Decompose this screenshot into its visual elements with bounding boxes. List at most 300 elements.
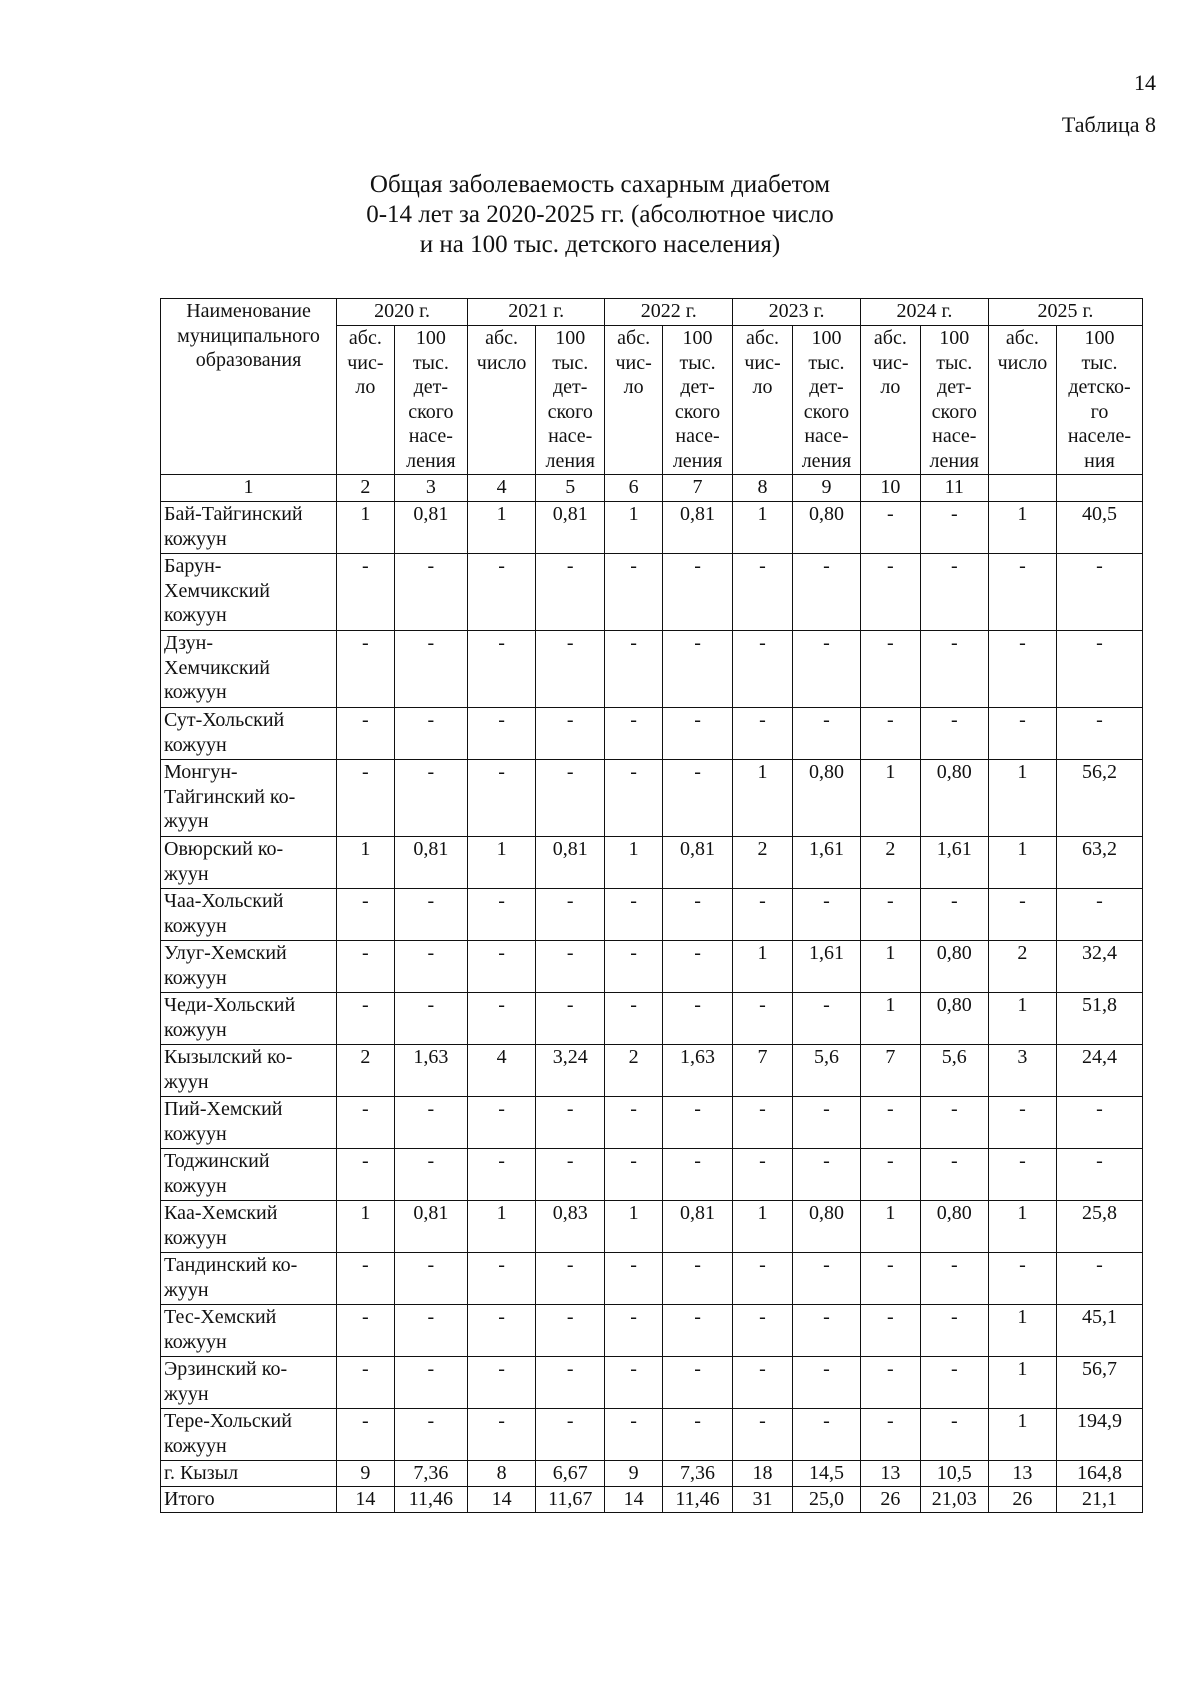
cell-line: - [823, 709, 830, 731]
value-cell [468, 993, 536, 1045]
cell-line: чис- [744, 351, 781, 374]
value-cell [733, 1253, 793, 1305]
cell-line: 56,7 [1081, 1358, 1117, 1380]
cell-line: - [362, 555, 369, 577]
cell-line: 1 [1017, 1410, 1028, 1432]
cell-line: - [630, 994, 637, 1016]
value-cell [733, 502, 793, 554]
cell-line: 0,81 [680, 503, 716, 525]
cell-line: 1 [628, 503, 639, 525]
cell-line: - [498, 1254, 505, 1276]
header-year-cell [988, 299, 1142, 326]
value-cell [394, 760, 467, 837]
cell-line: - [823, 1150, 830, 1172]
value-cell [337, 708, 395, 760]
value-cell [605, 1305, 663, 1357]
cell-line: 6,67 [552, 1462, 588, 1484]
value-cell [468, 1357, 536, 1409]
value-cell [394, 889, 467, 941]
cell-line: - [759, 890, 766, 912]
value-cell [605, 1487, 663, 1513]
cell-line: населе- [1067, 425, 1132, 447]
table-row [161, 1149, 1143, 1201]
table-label: Таблица 8 [1061, 112, 1156, 137]
value-cell [988, 1305, 1056, 1357]
header-year-cell [861, 299, 989, 326]
municipality-name-cell [161, 1149, 337, 1201]
cell-line: - [362, 1098, 369, 1120]
table-row [161, 760, 1143, 837]
cell-line: ского [674, 400, 721, 423]
value-cell [861, 1357, 921, 1409]
cell-line: 21,1 [1081, 1488, 1117, 1510]
cell-line: 45,1 [1081, 1306, 1117, 1328]
value-cell [394, 708, 467, 760]
value-cell [605, 1253, 663, 1305]
cell-line: - [362, 1150, 369, 1172]
value-cell [861, 631, 921, 708]
value-cell [988, 993, 1056, 1045]
municipality-name-cell [161, 502, 337, 554]
cell-line: Тандинский ко- [164, 1254, 298, 1276]
table-row [161, 554, 1143, 631]
cell-line: 0,81 [413, 1202, 449, 1224]
cell-line: детско- [1068, 376, 1131, 398]
cell-line: - [694, 994, 701, 1016]
cell-line: кожуун [164, 1226, 227, 1249]
value-cell [920, 1357, 988, 1409]
cell-line: - [823, 890, 830, 912]
value-cell [468, 1253, 536, 1305]
value-cell [605, 1409, 663, 1461]
cell-line: 40,5 [1081, 503, 1117, 525]
cell-line: 31 [752, 1488, 773, 1510]
cell-line: 14 [623, 1488, 644, 1510]
value-cell [536, 1149, 605, 1201]
cell-line: 1 [496, 1202, 507, 1224]
cell-line: 1 [757, 942, 768, 964]
cell-line: - [694, 761, 701, 783]
cell-line: 13 [880, 1462, 901, 1484]
title-line: 0-14 лет за 2020-2025 гг. (абсолютное число [366, 201, 834, 228]
value-cell [988, 1097, 1056, 1149]
cell-line: 1 [885, 1202, 896, 1224]
value-cell [861, 1487, 921, 1513]
column-number-cell [536, 475, 605, 502]
cell-line: - [498, 942, 505, 964]
cell-line: - [427, 1306, 435, 1328]
cell-line: 25,8 [1081, 1202, 1117, 1224]
cell-line: - [950, 1254, 958, 1276]
cell-line: - [498, 1098, 505, 1120]
table-row [161, 993, 1143, 1045]
cell-line: - [498, 632, 505, 654]
cell-line: кожуун [164, 914, 227, 937]
cell-line: - [887, 555, 894, 577]
value-cell [733, 554, 793, 631]
cell-line: 1 [628, 838, 639, 860]
cell-line: жуун [164, 1070, 209, 1093]
cell-line: - [694, 1098, 701, 1120]
value-cell [468, 941, 536, 993]
cell-line: - [1096, 709, 1103, 731]
value-cell [861, 889, 921, 941]
value-cell [733, 1201, 793, 1253]
header-sub-cell [988, 326, 1056, 475]
cell-line: - [823, 1306, 830, 1328]
cell-line: - [1096, 632, 1103, 654]
header-sub-cell [337, 326, 395, 475]
value-cell [468, 837, 536, 889]
cell-line: ления [545, 449, 595, 472]
page-number: 14 [1134, 70, 1156, 95]
cell-line: - [887, 1098, 894, 1120]
header-year-cell [733, 299, 861, 326]
value-cell [920, 1305, 988, 1357]
cell-line: 1 [885, 761, 896, 783]
cell-line: Чеди-Хольский [164, 994, 296, 1016]
value-cell [536, 993, 605, 1045]
cell-line: - [887, 890, 894, 912]
value-cell [468, 760, 536, 837]
cell-line: 100 [1084, 327, 1115, 349]
cell-line: - [1096, 555, 1103, 577]
value-cell [1056, 1487, 1142, 1513]
cell-line: Бай-Тайгинский [164, 503, 303, 525]
cell-line: ло [880, 376, 901, 398]
cell-line: 11,46 [408, 1488, 453, 1510]
cell-line: - [950, 1098, 958, 1120]
cell-line: 0,80 [936, 1202, 972, 1224]
column-number-cell [861, 475, 921, 502]
cell-line: 2 [360, 476, 371, 498]
value-cell [1056, 993, 1142, 1045]
value-cell [605, 760, 663, 837]
value-cell [468, 1097, 536, 1149]
cell-line: Кызылский ко- [164, 1046, 293, 1068]
value-cell [733, 760, 793, 837]
cell-line: Сут-Хольский [164, 709, 285, 731]
cell-line: - [566, 1150, 574, 1172]
cell-line: - [950, 1358, 958, 1380]
cell-line: кожуун [164, 1174, 227, 1197]
cell-line: жуун [164, 1278, 209, 1301]
cell-line: 7 [692, 476, 703, 498]
cell-line: ло [355, 376, 376, 398]
table-title [0, 170, 1200, 260]
value-cell [662, 1461, 732, 1487]
cell-line: Тес-Хемский [164, 1306, 277, 1328]
cell-line: образования [195, 349, 302, 371]
value-cell [792, 889, 860, 941]
header-sub-cell [1056, 326, 1142, 475]
cell-line: число [476, 351, 527, 374]
cell-line: - [566, 709, 574, 731]
cell-line: 100 [682, 327, 713, 349]
table-row [161, 1461, 1143, 1487]
cell-line: - [1096, 1254, 1103, 1276]
cell-line: 24,4 [1081, 1046, 1117, 1068]
table-row [161, 1097, 1143, 1149]
cell-line: 194,9 [1076, 1410, 1122, 1432]
cell-line: 7 [757, 1046, 768, 1068]
cell-line: - [759, 1150, 766, 1172]
value-cell [337, 554, 395, 631]
value-cell [337, 1305, 395, 1357]
value-cell [1056, 708, 1142, 760]
cell-line: 1,61 [808, 942, 844, 964]
cell-line: 1 [628, 1202, 639, 1224]
diabetes-incidence-table [160, 298, 1143, 1513]
cell-line: 2025 г. [1037, 300, 1094, 322]
municipality-name-cell [161, 1253, 337, 1305]
header-sub-cell [861, 326, 921, 475]
cell-line: - [887, 632, 894, 654]
value-cell [792, 760, 860, 837]
value-cell [605, 1201, 663, 1253]
value-cell [394, 1201, 467, 1253]
value-cell [1056, 1253, 1142, 1305]
cell-line: число [997, 351, 1048, 374]
value-cell [394, 993, 467, 1045]
cell-line: - [630, 1254, 637, 1276]
value-cell [468, 1201, 536, 1253]
cell-line: 2 [1017, 942, 1028, 964]
value-cell [792, 941, 860, 993]
cell-line: ского [547, 400, 593, 423]
value-cell [733, 1461, 793, 1487]
cell-line: - [498, 1150, 505, 1172]
value-cell [468, 1461, 536, 1487]
header-name-cell [161, 299, 337, 475]
value-cell [733, 1409, 793, 1461]
cell-line: ло [752, 376, 773, 398]
value-cell [1056, 1045, 1142, 1097]
value-cell [468, 502, 536, 554]
cell-line: насе- [932, 425, 977, 447]
value-cell [468, 1487, 536, 1513]
municipality-name-cell [161, 1305, 337, 1357]
value-cell [662, 1357, 732, 1409]
cell-line: - [427, 994, 435, 1016]
cell-line: - [1019, 1150, 1026, 1172]
cell-line: 0,83 [552, 1202, 588, 1224]
value-cell [662, 554, 732, 631]
cell-line: - [498, 1410, 505, 1432]
cell-line: - [823, 1098, 830, 1120]
municipality-name-cell [161, 708, 337, 760]
value-cell [337, 1487, 395, 1513]
municipality-name-cell [161, 1097, 337, 1149]
cell-line: - [427, 890, 435, 912]
cell-line: - [362, 1358, 369, 1380]
cell-line: - [362, 1306, 369, 1328]
cell-line: ления [672, 449, 723, 472]
cell-line: 11,46 [675, 1488, 720, 1510]
value-cell [733, 1357, 793, 1409]
cell-line: - [694, 1306, 701, 1328]
cell-line: - [1019, 890, 1026, 912]
value-cell [662, 1097, 732, 1149]
value-cell [605, 502, 663, 554]
table-row [161, 941, 1143, 993]
cell-line: - [1096, 890, 1103, 912]
cell-line: - [630, 1098, 637, 1120]
cell-line: 7,36 [680, 1462, 716, 1484]
value-cell [337, 631, 395, 708]
cell-line: 25,0 [808, 1488, 844, 1510]
value-cell [394, 1305, 467, 1357]
cell-line: 51,8 [1081, 994, 1117, 1016]
value-cell [733, 1149, 793, 1201]
cell-line: - [427, 1150, 435, 1172]
value-cell [662, 941, 732, 993]
cell-line: 7,36 [413, 1462, 449, 1484]
value-cell [920, 1487, 988, 1513]
cell-line: ления [406, 449, 456, 472]
value-cell [536, 502, 605, 554]
cell-line: кожуун [164, 1434, 227, 1457]
value-cell [792, 1461, 860, 1487]
cell-line: - [566, 1358, 574, 1380]
cell-line: 1 [360, 838, 371, 860]
cell-line: - [694, 1150, 701, 1172]
cell-line: абс. [485, 327, 519, 349]
cell-line: 0,81 [413, 503, 449, 525]
column-number-cell [468, 475, 536, 502]
value-cell [662, 1487, 732, 1513]
cell-line: Каа-Хемский [164, 1202, 278, 1224]
header-sub-cell [920, 326, 988, 475]
table-row [161, 889, 1143, 941]
value-cell [468, 1045, 536, 1097]
cell-line: 0,80 [936, 942, 972, 964]
cell-line: - [1019, 1254, 1026, 1276]
cell-line: 0,81 [413, 838, 449, 860]
cell-line: - [362, 890, 369, 912]
cell-line: 10,5 [936, 1462, 972, 1484]
value-cell [605, 1097, 663, 1149]
value-cell [468, 1305, 536, 1357]
cell-line: тыс. [1081, 351, 1118, 374]
cell-line: тыс. [808, 351, 845, 374]
value-cell [861, 1097, 921, 1149]
value-cell [920, 1201, 988, 1253]
cell-line: 100 [415, 327, 446, 349]
value-cell [988, 502, 1056, 554]
value-cell [861, 993, 921, 1045]
municipality-name-cell [161, 1201, 337, 1253]
cell-line: - [362, 709, 369, 731]
value-cell [861, 554, 921, 631]
cell-line: - [823, 994, 830, 1016]
cell-line: - [887, 1358, 894, 1380]
cell-line: - [362, 632, 369, 654]
cell-line: тыс. [552, 351, 589, 374]
cell-line: 1 [1017, 1202, 1028, 1224]
cell-line: - [759, 555, 766, 577]
header-year-cell [337, 299, 468, 326]
cell-line: 5,6 [813, 1046, 839, 1068]
cell-line: кожуун [164, 1018, 227, 1041]
cell-line: 1 [360, 1202, 371, 1224]
cell-line: - [950, 555, 958, 577]
cell-line: дет- [680, 376, 715, 398]
cell-line: - [427, 1358, 435, 1380]
value-cell [861, 708, 921, 760]
value-cell [337, 1201, 395, 1253]
column-number-cell [792, 475, 860, 502]
value-cell [605, 554, 663, 631]
cell-line: кожуун [164, 604, 227, 626]
cell-line: - [566, 761, 574, 783]
municipality-name-cell [161, 1045, 337, 1097]
cell-line: Монгун- [164, 761, 238, 783]
value-cell [988, 1201, 1056, 1253]
cell-line: 1 [757, 1202, 768, 1224]
cell-line: - [566, 1410, 574, 1432]
cell-line: - [694, 632, 701, 654]
municipality-name-cell [161, 1357, 337, 1409]
value-cell [468, 708, 536, 760]
value-cell [605, 1149, 663, 1201]
cell-line: - [498, 1358, 505, 1380]
cell-line: кожуун [164, 1122, 227, 1145]
value-cell [605, 993, 663, 1045]
cell-line: - [630, 890, 637, 912]
cell-line: 1,61 [936, 838, 972, 860]
cell-line: - [566, 1306, 574, 1328]
value-cell [605, 1461, 663, 1487]
cell-line: 56,2 [1081, 761, 1117, 783]
value-cell [536, 1097, 605, 1149]
municipality-name-cell [161, 554, 337, 631]
cell-line: тыс. [936, 351, 973, 374]
header-sub-cell [468, 326, 536, 475]
value-cell [468, 631, 536, 708]
column-number-cell [662, 475, 732, 502]
table-row [161, 1305, 1143, 1357]
cell-line: 3 [1017, 1046, 1028, 1068]
value-cell [536, 1253, 605, 1305]
cell-line: ния [1084, 449, 1115, 472]
value-cell [468, 1409, 536, 1461]
cell-line: 26 [1012, 1488, 1033, 1510]
value-cell [536, 708, 605, 760]
value-cell [394, 941, 467, 993]
cell-line: - [694, 709, 701, 731]
cell-line: - [887, 1410, 894, 1432]
cell-line: 0,80 [808, 503, 844, 525]
value-cell [337, 941, 395, 993]
cell-line: 1 [1017, 838, 1028, 860]
value-cell [920, 708, 988, 760]
cell-line: 9 [821, 476, 832, 498]
cell-line: 2024 г. [896, 300, 953, 322]
value-cell [1056, 1357, 1142, 1409]
cell-line: - [759, 709, 766, 731]
cell-line: - [1019, 709, 1026, 731]
cell-line: - [566, 632, 574, 654]
cell-line: - [823, 555, 830, 577]
value-cell [792, 1097, 860, 1149]
cell-line: 2020 г. [374, 300, 431, 322]
cell-line: - [950, 890, 958, 912]
value-cell [792, 1409, 860, 1461]
value-cell [605, 1045, 663, 1097]
municipality-name-cell [161, 760, 337, 837]
cell-line: - [694, 1358, 701, 1380]
